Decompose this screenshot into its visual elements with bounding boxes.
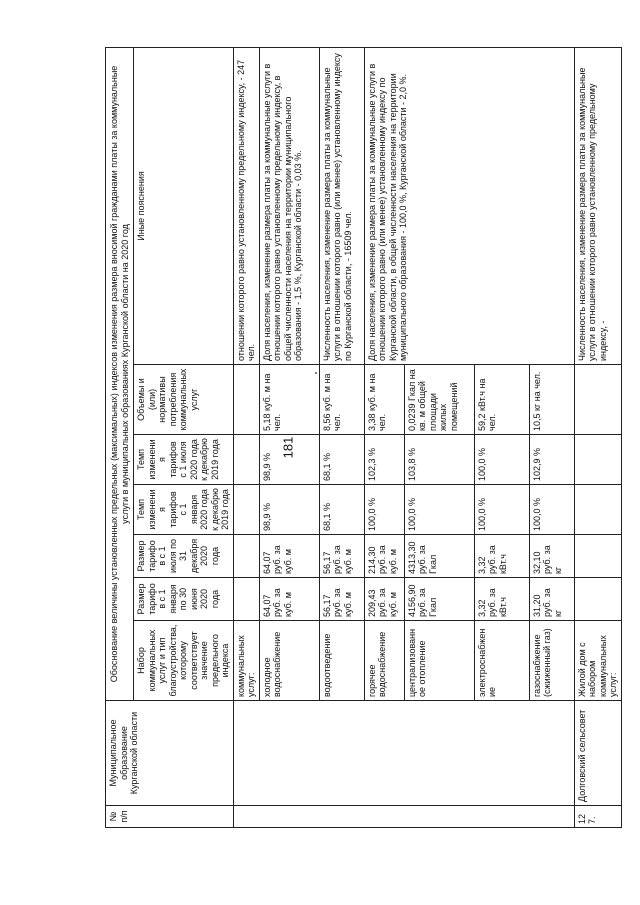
cell-notes: Доля населения, изменение размера платы за коммунальные услуги в отношении которого равно установленному предельному индексу, в общей численности населения на территории муниципального образования - 1,5 %, Курганской области - 0,03 %.: [259, 47, 319, 364]
cell-services: коммунальных услуг:: [233, 621, 259, 701]
cell-rate-jan: 100,0 %: [529, 485, 574, 535]
cell-volume: 3,38 куб. м на чел.: [364, 365, 404, 435]
cell-notes: отношении которого равно установленному предельному индексу, - 247 чел.: [233, 47, 259, 364]
cell-volume: 59,2 кВт.ч на чел.: [474, 365, 529, 435]
cell-rate-jan: [233, 485, 259, 535]
cell-services: холодное водоснабжение: [259, 621, 319, 701]
cell-tariff-jul: 32,10 руб. за кг: [529, 535, 574, 578]
cell-num-empty: [233, 806, 574, 828]
cell-rate-jan: 68,1 %: [319, 485, 364, 535]
cell-volume: 0,0239 Гкал на кв. м общей площади жилых помещений: [404, 365, 474, 435]
cell-tariff-jul: 64,07 руб. за куб. м: [259, 535, 319, 578]
cell-volume: 5,18 куб. м на чел.: [259, 365, 319, 435]
header-tariff-jan: Размер тарифов с 1 января по 30 июня 2020 года: [134, 578, 234, 621]
cell-volume: [233, 365, 259, 435]
cell-notes: Численность населения, изменение размера платы за коммунальные услуги в отношении которого равно установленному предельному индексу, -: [574, 47, 621, 364]
cell-tariff-jan: 3,32 руб. за кВт.ч: [474, 578, 529, 621]
cell-municipality-empty: [233, 701, 574, 806]
cell-volume: 10,5 кг на чел.: [529, 365, 574, 435]
cell-volume: [574, 365, 621, 435]
cell-tariff-jul: 214,30 руб. за куб. м: [364, 535, 404, 578]
header-tariff-jul: Размер тарифов с 1 июля по 31 декабря 2020 года: [134, 535, 234, 578]
cell-notes: Численность населения, изменение размера платы за коммунальные услуги в отношении которого равно (или менее) установленному индексу по Курганской области, - 16509 чел.: [319, 47, 364, 364]
cell-tariff-jan: [574, 578, 621, 621]
cell-tariff-jul: [233, 535, 259, 578]
tariff-table: [105, 47, 622, 828]
header-volumes: Объемы и (или) нормативы потребления коммунальных услуг: [134, 365, 234, 435]
cell-rate-jul: 103,8 %: [404, 435, 474, 485]
cell-services: централизованное отопление: [404, 621, 474, 701]
header-rate-jul: Темп изменения тарифов с 1 июля 2020 года к декабрю 2019 года: [134, 435, 234, 485]
cell-rate-jan: 98,9 %: [259, 485, 319, 535]
cell-municipality: Долговский сельсовет: [574, 701, 621, 806]
cell-rate-jul: 68,1 %: [319, 435, 364, 485]
cell-num: 127.: [574, 806, 621, 828]
cell-tariff-jan: 56,17 руб. за куб. м: [319, 578, 364, 621]
cell-tariff-jan: 31,20 руб. за кг: [529, 578, 574, 621]
header-num: № п/п: [106, 806, 234, 828]
cell-tariff-jan: 209,43 руб. за куб. м: [364, 578, 404, 621]
cell-tariff-jan: [233, 578, 259, 621]
cell-rate-jan: 100,0 %: [364, 485, 404, 535]
table-row-127: [574, 47, 621, 827]
cell-volume: 8,56 куб. м на чел.: [319, 365, 364, 435]
rotated-table-container: [105, 48, 618, 828]
cell-rate-jul: [574, 435, 621, 485]
cell-tariff-jul: [574, 535, 621, 578]
cell-notes: Доля населения, изменение размера платы за коммунальные услуги в отношении которого равно (или менее) установленному индексу по Курганской области, в общей численности населения на территории муниципального образования - 100,0 %, Курганской области - 2,0 %.: [364, 47, 574, 364]
cell-rate-jul: 98,9 %: [259, 435, 319, 485]
cell-rate-jul: 102,9 %: [529, 435, 574, 485]
cell-rate-jan: [574, 485, 621, 535]
header-justification: Обоснование величины установленных предельных (максимальных) индексов изменения размера вносимой гражданами платы за коммунальные услуги в муниципальных образованиях Курганской области на 2020 год: [106, 47, 134, 700]
header-rate-jan: Темп изменения тарифов с 1 января 2020 года к декабрю 2019 года: [134, 485, 234, 535]
cell-rate-jan: 100,0 %: [404, 485, 474, 535]
cell-tariff-jul: 56,17 руб. за куб. м: [319, 535, 364, 578]
cell-services: газоснабжение (сжиженный газ): [529, 621, 574, 701]
cell-services: водоотведение: [319, 621, 364, 701]
cell-rate-jan: 100,0 %: [474, 485, 529, 535]
header-notes: Иные пояснения: [134, 47, 234, 364]
cell-rate-jul: 100,0 %: [474, 435, 529, 485]
header-municipality: Муниципальное образование Курганской области: [106, 701, 234, 806]
cell-tariff-jul: 3,32 руб. за кВт.ч: [474, 535, 529, 578]
cell-tariff-jul: 4313,30 руб. за Гкал: [404, 535, 474, 578]
header-row-1: [106, 47, 134, 827]
page-number: 181: [280, 436, 296, 459]
cell-tariff-jan: 64,07 руб. за куб. м: [259, 578, 319, 621]
cell-services: Жилой дом с набором коммунальных услуг:: [574, 621, 621, 701]
header-services: Набор коммунальных услуг и тип благоустройства, которому соответствует значение предельного индекса: [134, 621, 234, 701]
cell-tariff-jan: 4156,90 руб. за Гкал: [404, 578, 474, 621]
table-row: [233, 47, 259, 827]
cell-rate-jul: 102,3 %: [364, 435, 404, 485]
cell-rate-jul: [233, 435, 259, 485]
cell-services: горячее водоснабжение: [364, 621, 404, 701]
cell-services: электроснабжение: [474, 621, 529, 701]
